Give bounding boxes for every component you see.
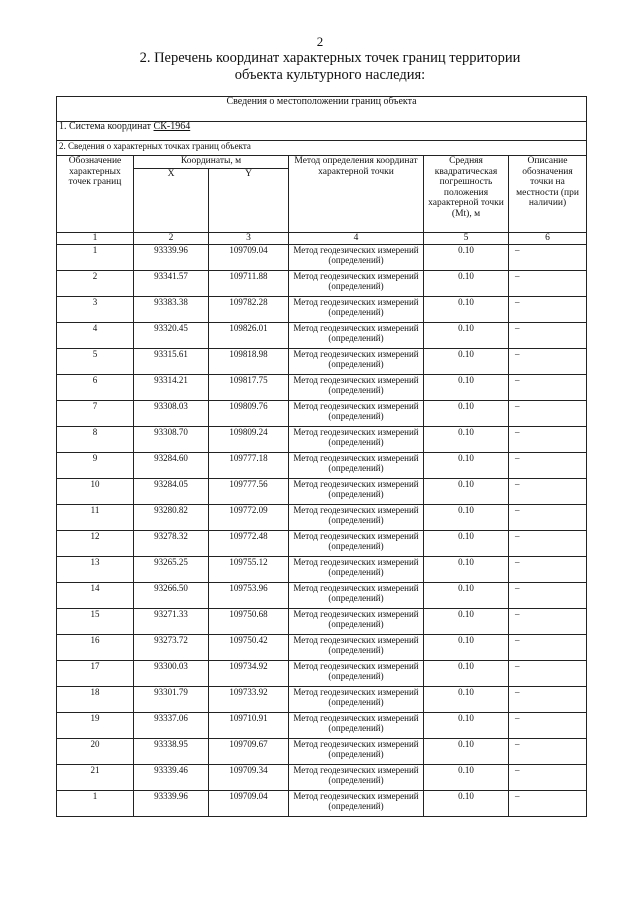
table-row <box>57 400 587 426</box>
coordinate-x: 93300.03 <box>134 660 209 686</box>
method: Метод геодезических измерений (определений) <box>289 452 424 478</box>
coordinate-y: 109782.28 <box>209 296 289 322</box>
point-number: 17 <box>57 660 134 686</box>
point-number: 13 <box>57 556 134 582</box>
coordinate-system-value: СК-1964 <box>153 121 191 132</box>
coordinate-y: 109755.12 <box>209 556 289 582</box>
description: – <box>509 556 587 582</box>
method: Метод геодезических измерений (определений) <box>289 738 424 764</box>
error-value: 0.10 <box>424 348 509 374</box>
error-value: 0.10 <box>424 556 509 582</box>
point-number: 16 <box>57 634 134 660</box>
point-number: 8 <box>57 426 134 452</box>
coordinate-system-row <box>57 122 587 141</box>
description: – <box>509 530 587 556</box>
description: – <box>509 400 587 426</box>
point-number: 11 <box>57 504 134 530</box>
point-number: 4 <box>57 322 134 348</box>
coordinate-x: 93278.32 <box>134 530 209 556</box>
method: Метод геодезических измерений (определений) <box>289 244 424 270</box>
error-value: 0.10 <box>424 686 509 712</box>
coordinate-y: 109818.98 <box>209 348 289 374</box>
point-number: 19 <box>57 712 134 738</box>
point-number: 12 <box>57 530 134 556</box>
point-number: 5 <box>57 348 134 374</box>
description: – <box>509 738 587 764</box>
header-description: Описание обозначения точки на местности (при наличии) <box>509 156 587 233</box>
error-value: 0.10 <box>424 374 509 400</box>
coordinate-x: 93338.95 <box>134 738 209 764</box>
coordinate-x: 93266.50 <box>134 582 209 608</box>
error-value: 0.10 <box>424 738 509 764</box>
point-number: 1 <box>57 790 134 816</box>
description: – <box>509 296 587 322</box>
error-value: 0.10 <box>424 322 509 348</box>
coordinate-y: 109750.42 <box>209 634 289 660</box>
description: – <box>509 374 587 400</box>
method: Метод геодезических измерений (определений) <box>289 530 424 556</box>
coordinate-y: 109711.88 <box>209 270 289 296</box>
point-number: 10 <box>57 478 134 504</box>
error-value: 0.10 <box>424 764 509 790</box>
description: – <box>509 712 587 738</box>
point-number: 18 <box>57 686 134 712</box>
coordinate-x: 93314.21 <box>134 374 209 400</box>
column-number-2: 2 <box>134 233 209 245</box>
coordinate-y: 109709.04 <box>209 790 289 816</box>
method: Метод геодезических измерений (определений) <box>289 712 424 738</box>
table-row <box>57 478 587 504</box>
table-row <box>57 426 587 452</box>
point-number: 21 <box>57 764 134 790</box>
coordinate-y: 109772.09 <box>209 504 289 530</box>
method: Метод геодезических измерений (определений) <box>289 504 424 530</box>
error-value: 0.10 <box>424 530 509 556</box>
table-row <box>57 686 587 712</box>
table-row <box>57 322 587 348</box>
description: – <box>509 270 587 296</box>
header-coordinates: Координаты, м <box>134 156 289 169</box>
table-row <box>57 504 587 530</box>
error-value: 0.10 <box>424 582 509 608</box>
coordinate-y: 109709.34 <box>209 764 289 790</box>
description: – <box>509 686 587 712</box>
point-number: 14 <box>57 582 134 608</box>
table-row <box>57 634 587 660</box>
coordinate-x: 93320.45 <box>134 322 209 348</box>
error-value: 0.10 <box>424 608 509 634</box>
header-x: X <box>134 169 209 233</box>
column-number-1: 1 <box>57 233 134 245</box>
column-number-4: 4 <box>289 233 424 245</box>
boundary-points-table <box>56 96 587 817</box>
error-value: 0.10 <box>424 270 509 296</box>
description: – <box>509 426 587 452</box>
method: Метод геодезических измерений (определений) <box>289 556 424 582</box>
method: Метод геодезических измерений (определений) <box>289 790 424 816</box>
coordinate-x: 93273.72 <box>134 634 209 660</box>
coordinate-x: 93339.96 <box>134 790 209 816</box>
error-value: 0.10 <box>424 478 509 504</box>
table-row <box>57 608 587 634</box>
method: Метод геодезических измерений (определений) <box>289 348 424 374</box>
method: Метод геодезических измерений (определений) <box>289 660 424 686</box>
table-row <box>57 790 587 816</box>
coordinate-y: 109753.96 <box>209 582 289 608</box>
table-row <box>57 296 587 322</box>
error-value: 0.10 <box>424 244 509 270</box>
page-number: 2 <box>316 34 324 49</box>
error-value: 0.10 <box>424 296 509 322</box>
header-error: Средняя квадратическая погрешность положения характерной точки (Mt), м <box>424 156 509 233</box>
method: Метод геодезических измерений (определений) <box>289 764 424 790</box>
error-value: 0.10 <box>424 660 509 686</box>
coordinate-y: 109709.67 <box>209 738 289 764</box>
method: Метод геодезических измерений (определений) <box>289 400 424 426</box>
description: – <box>509 660 587 686</box>
column-number-6: 6 <box>509 233 587 245</box>
error-value: 0.10 <box>424 712 509 738</box>
title-line-2: объекта культурного наследия: <box>234 67 426 83</box>
description: – <box>509 244 587 270</box>
coordinate-y: 109777.18 <box>209 452 289 478</box>
column-number-5: 5 <box>424 233 509 245</box>
method: Метод геодезических измерений (определений) <box>289 582 424 608</box>
table-row <box>57 452 587 478</box>
description: – <box>509 504 587 530</box>
coordinate-x: 93301.79 <box>134 686 209 712</box>
point-number: 6 <box>57 374 134 400</box>
table-row <box>57 738 587 764</box>
point-number: 2 <box>57 270 134 296</box>
method: Метод геодезических измерений (определений) <box>289 426 424 452</box>
coordinate-x: 93339.96 <box>134 244 209 270</box>
error-value: 0.10 <box>424 504 509 530</box>
description: – <box>509 790 587 816</box>
coordinate-y: 109777.56 <box>209 478 289 504</box>
header-point-designation: Обозначение характерных точек границ <box>57 156 134 233</box>
coordinate-x: 93341.57 <box>134 270 209 296</box>
table-row <box>57 582 587 608</box>
coordinate-x: 93308.70 <box>134 426 209 452</box>
coordinate-x: 93337.06 <box>134 712 209 738</box>
table-row <box>57 270 587 296</box>
coordinate-x: 93271.33 <box>134 608 209 634</box>
coordinate-y: 109809.76 <box>209 400 289 426</box>
coordinate-x: 93284.05 <box>134 478 209 504</box>
coordinate-system-label: 1. Система координат <box>59 121 154 132</box>
method: Метод геодезических измерений (определений) <box>289 608 424 634</box>
method: Метод геодезических измерений (определений) <box>289 322 424 348</box>
coordinate-y: 109709.04 <box>209 244 289 270</box>
coordinate-x: 93280.82 <box>134 504 209 530</box>
table-row <box>57 244 587 270</box>
description: – <box>509 764 587 790</box>
description: – <box>509 452 587 478</box>
point-number: 9 <box>57 452 134 478</box>
method: Метод геодезических измерений (определений) <box>289 634 424 660</box>
header-method: Метод определения координат характерной точки <box>289 156 424 233</box>
table-row <box>57 530 587 556</box>
method: Метод геодезических измерений (определений) <box>289 478 424 504</box>
description: – <box>509 608 587 634</box>
point-number: 20 <box>57 738 134 764</box>
error-value: 0.10 <box>424 400 509 426</box>
method: Метод геодезических измерений (определений) <box>289 686 424 712</box>
coordinate-y: 109817.75 <box>209 374 289 400</box>
coordinate-x: 93284.60 <box>134 452 209 478</box>
description: – <box>509 348 587 374</box>
coordinate-y: 109734.92 <box>209 660 289 686</box>
title-line-1: 2. Перечень координат характерных точек границ территории <box>139 50 521 66</box>
table-row <box>57 374 587 400</box>
error-value: 0.10 <box>424 790 509 816</box>
section-banner: Сведения о местоположении границ объекта <box>57 97 587 122</box>
description: – <box>509 478 587 504</box>
coordinate-x: 93265.25 <box>134 556 209 582</box>
column-number-3: 3 <box>209 233 289 245</box>
error-value: 0.10 <box>424 426 509 452</box>
table-row <box>57 712 587 738</box>
method: Метод геодезических измерений (определений) <box>289 296 424 322</box>
coordinate-y: 109750.68 <box>209 608 289 634</box>
coordinate-x: 93339.46 <box>134 764 209 790</box>
method: Метод геодезических измерений (определений) <box>289 270 424 296</box>
point-number: 1 <box>57 244 134 270</box>
coordinate-x: 93308.03 <box>134 400 209 426</box>
coordinate-y: 109733.92 <box>209 686 289 712</box>
coordinate-y: 109826.01 <box>209 322 289 348</box>
table-row <box>57 556 587 582</box>
header-y: Y <box>209 169 289 233</box>
description: – <box>509 582 587 608</box>
document-title <box>70 50 590 84</box>
error-value: 0.10 <box>424 634 509 660</box>
coordinate-x: 93383.38 <box>134 296 209 322</box>
point-number: 3 <box>57 296 134 322</box>
description: – <box>509 322 587 348</box>
coordinate-x: 93315.61 <box>134 348 209 374</box>
point-number: 7 <box>57 400 134 426</box>
table-row <box>57 660 587 686</box>
description: – <box>509 634 587 660</box>
table-row <box>57 348 587 374</box>
coordinate-y: 109772.48 <box>209 530 289 556</box>
points-section-row: 2. Сведения о характерных точках границ объекта <box>57 141 587 156</box>
coordinate-y: 109710.91 <box>209 712 289 738</box>
point-number: 15 <box>57 608 134 634</box>
error-value: 0.10 <box>424 452 509 478</box>
table-row <box>57 764 587 790</box>
method: Метод геодезических измерений (определений) <box>289 374 424 400</box>
coordinate-y: 109809.24 <box>209 426 289 452</box>
